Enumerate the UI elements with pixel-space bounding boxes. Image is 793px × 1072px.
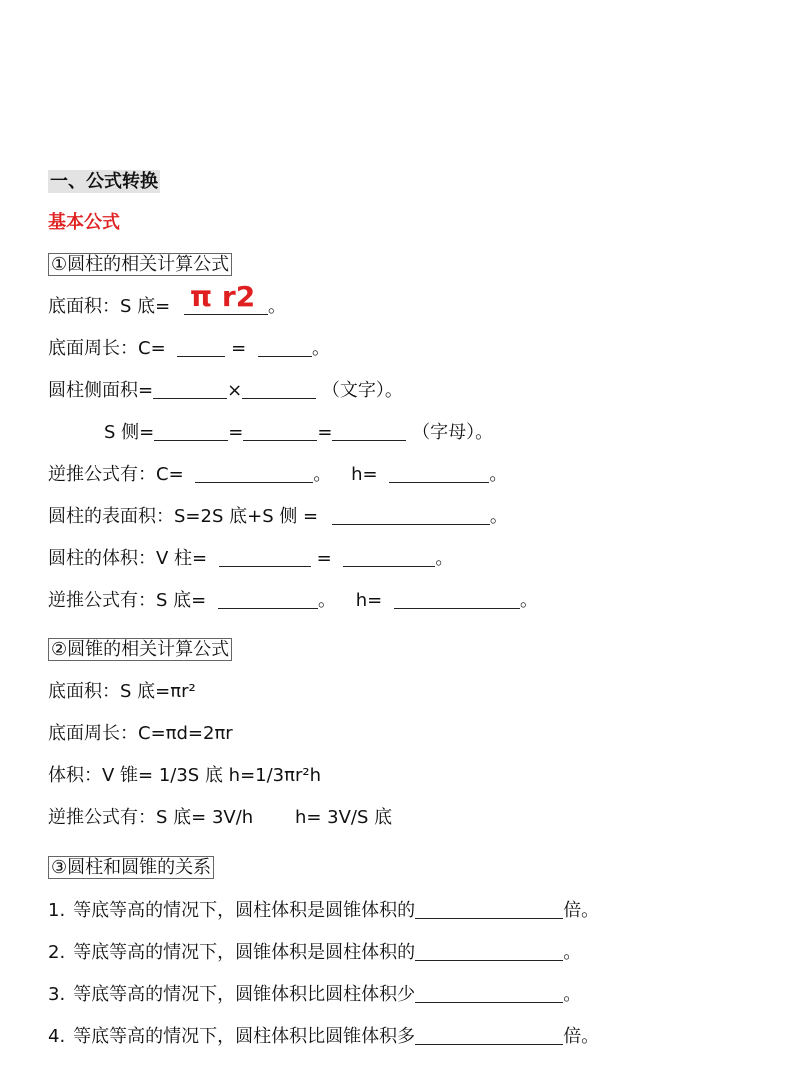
answer-blank[interactable] [219,548,311,567]
answer-blank[interactable] [218,590,318,609]
cone-heading: ②圆锥的相关计算公式 [48,638,232,662]
answer-blank[interactable] [243,422,317,441]
answer-blank[interactable] [242,380,316,399]
answer-blank[interactable] [343,548,435,567]
answer-blank[interactable] [415,984,563,1003]
cylinder-perimeter-line: 底面周长：C= = 。 [48,338,330,359]
cone-volume: 体积：V 锥= 1/3S 底 h=1/3πr²h [48,765,321,786]
cone-inverse-line: 逆推公式有：S 底= 3V/h h= 3V/S 底 [48,807,393,828]
subheading: 基本公式 [48,212,120,233]
relation-item: 2. 等底等高的情况下，圆锥体积是圆柱体积的 。 [48,942,582,963]
answer-blank[interactable] [332,506,490,525]
cylinder-inverse2-line: 逆推公式有：S 底= 。 h= 。 [48,590,538,611]
section-title: 一、公式转换 [50,171,158,192]
relation-item: 4. 等底等高的情况下，圆柱体积比圆锥体积多 倍。 [48,1026,600,1047]
cylinder-lateral-letters-line: S 侧= = = （字母）。 [104,422,494,443]
answer-blank[interactable] [177,338,225,357]
cylinder-heading: ①圆柱的相关计算公式 [48,253,232,277]
answer-blank[interactable] [415,1026,563,1045]
answer-blank[interactable] [415,900,563,919]
answer-blank[interactable] [153,380,227,399]
answer-blank[interactable] [389,464,489,483]
cylinder-inverse-line: 逆推公式有：C= 。 h= 。 [48,464,508,485]
relation-item: 1. 等底等高的情况下，圆柱体积是圆锥体积的 倍。 [48,900,600,921]
answer-blank[interactable] [258,338,312,357]
answer-blank[interactable] [415,942,563,961]
answer-blank[interactable] [195,464,313,483]
cone-base-area: 底面积：S 底=πr² [48,681,196,702]
cone-base-perimeter: 底面周长：C=πd=2πr [48,723,233,744]
answer-blank[interactable] [332,422,406,441]
cylinder-surface-line: 圆柱的表面积：S=2S 底+S 侧 = 。 [48,506,508,527]
answer-blank[interactable] [394,590,520,609]
cylinder-base-area-line: 底面积：S 底= 。 [48,296,286,317]
cylinder-volume-line: 圆柱的体积：V 柱= = 。 [48,548,454,569]
cylinder-lateral-line: 圆柱侧面积= × （文字）。 [48,380,403,401]
answer-blank[interactable] [154,422,228,441]
relation-heading: ③圆柱和圆锥的关系 [48,856,214,880]
handwritten-answer: π r2 [190,280,256,313]
relation-item: 3. 等底等高的情况下，圆锥体积比圆柱体积少 。 [48,984,582,1005]
